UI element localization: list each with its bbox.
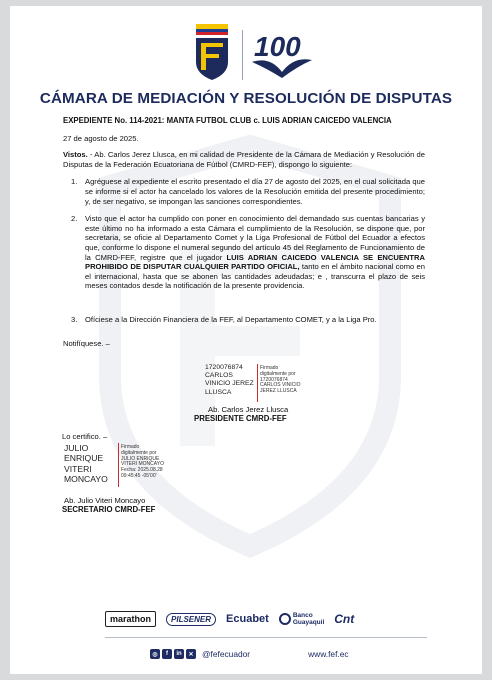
document-body: [63, 116, 425, 348]
document-date: 27 de agosto de 2025.: [63, 133, 139, 143]
notifiquese-line: Notifíquese. –: [63, 338, 110, 348]
dispositions-list: [63, 177, 425, 324]
vistos-label: Vistos.: [63, 150, 88, 160]
signature-name-line: VITERI: [64, 463, 92, 474]
signature-name-line: CARLOS: [205, 372, 233, 380]
linkedin-icon[interactable]: in: [174, 649, 184, 659]
social-handle[interactable]: @fefecuador: [202, 649, 251, 659]
list-item-text: [85, 214, 425, 291]
header: [10, 24, 482, 86]
sponsor-pilsener-logo: PILSENER: [166, 613, 216, 626]
signature-name-line: LLUSCA: [205, 388, 232, 396]
vistos-text: - Ab. Carlos Jerez Llusca, en mi calidad de Presidente de la Cámara de Mediación y Resolución de Disputas de la Federación Ecuatoriana de Fútbol (CMRD-FEF), dispongo lo siguiente:: [63, 150, 425, 169]
signature-name-line: VINICIO JEREZ: [205, 380, 254, 388]
signature-name-line: JULIO: [64, 443, 89, 453]
president-name: Ab. Carlos Jerez Llusca: [208, 405, 289, 414]
list-item-number: 3.: [71, 314, 78, 324]
signature-detail-line: 1720076874: [260, 376, 288, 383]
signature-details: [260, 366, 301, 395]
bank-logo-icon: [279, 613, 291, 625]
signature-detail-line: Firmado: [121, 444, 140, 450]
list-item-text-part: Visto que el actor ha cumplido con poner en conocimiento del demandado sus cuentas bancarias y este último no ha informado a esta Cámara el cumplimiento de la Resolución, se dispone que, por secretaria, se oficie al Departamento Comet y la Liga Profesional de Fútbol del Ecuador a efectos que, conforme lo dispone el numeral segundo del artículo 45 del Reglamento de Funcionamiento de la CMRD-FEF, registre que el jugador: [85, 214, 425, 262]
signature-detail-line: digitalmente por: [121, 449, 157, 456]
list-item: [71, 214, 425, 291]
social-icons: [150, 649, 196, 659]
secretary-digital-signature: [64, 443, 204, 485]
sponsor-banco-guayaquil-logo: [279, 612, 324, 626]
list-item-text: Agréguese al expediente el escrito presentado el día 27 de agosto del 2025, en el cual solicitada que se informe si el actor ha cancelado los valores de la Resolución emitida del presente procedimiento; y, de ser negativo, se impongan las sanciones correspondientes.: [85, 177, 425, 206]
signature-detail-line: 09:45:45 -05'00': [121, 472, 157, 479]
list-item: [71, 315, 425, 325]
page-title: CÁMARA DE MEDIACIÓN Y RESOLUCIÓN DE DISPUTAS: [39, 90, 453, 107]
centenary-number: 100: [254, 31, 301, 62]
signature-name-line: MONCAYO: [64, 474, 108, 485]
bank-name: [293, 612, 324, 626]
x-icon[interactable]: ✕: [186, 649, 196, 659]
list-item-text: Ofíciese a la Dirección Financiera de la FEF, al Departamento COMET, y a la Liga Pro.: [85, 314, 377, 324]
sponsor-bar: [105, 608, 405, 630]
header-divider: [242, 30, 243, 80]
fef-crest-icon: [190, 24, 234, 82]
facebook-icon[interactable]: f: [162, 649, 172, 659]
signature-divider: [257, 364, 258, 402]
expediente-line: EXPEDIENTE No. 114-2021: MANTA FUTBOL CLUB c. LUIS ADRIAN CAICEDO VALENCIA: [63, 116, 392, 125]
certifico-line: Lo certifico. –: [62, 432, 108, 441]
document-page: [10, 6, 482, 674]
signature-divider: [118, 443, 119, 487]
signature-name-line: ENRIQUE: [64, 453, 104, 464]
sponsor-marathon-logo: marathon: [105, 611, 156, 627]
sponsor-cnt-logo: Cnt: [334, 612, 355, 626]
signature-detail-line: digitalmente por: [260, 370, 296, 377]
bank-name-line: Guayaquil: [292, 619, 325, 626]
sponsor-ecuabet-logo: Ecuabet: [226, 613, 269, 625]
signature-detail-line: JEREZ LLUSCA: [260, 388, 297, 395]
signature-detail-line: VITERI MONCAYO: [121, 461, 164, 468]
president-role: PRESIDENTE CMRD-FEF: [194, 414, 287, 423]
list-item-number: 1.: [71, 177, 78, 187]
footer: [150, 646, 460, 662]
centenary-logo-icon: [250, 26, 314, 82]
vistos-paragraph: [63, 150, 425, 169]
list-item-number: 2.: [71, 214, 78, 224]
bank-name-line: Banco: [292, 612, 313, 619]
list-item: [71, 177, 425, 206]
signature-detail-line: Fecha: 2025.08.28: [121, 467, 163, 474]
signature-detail-line: JULIO ENRIQUE: [121, 455, 160, 462]
signature-details: [121, 445, 164, 480]
footer-rule: [105, 637, 427, 638]
list-item-text-part: tanto en el ámbito nacional como en el internacional, hasta que se abonen las cantidades adeudadas; e , transcurra el plazo de seis meses contados desde la notificación de la presente providencia.: [85, 262, 425, 291]
signature-id: 1720076874: [205, 364, 243, 371]
signature-detail-line: Firmado: [260, 365, 279, 371]
president-digital-signature: [205, 364, 335, 397]
website-link[interactable]: www.fef.ec: [308, 649, 349, 659]
secretary-name: Ab. Julio Viteri Moncayo: [64, 496, 146, 505]
secretary-role: SECRETARIO CMRD-FEF: [62, 505, 156, 514]
instagram-icon[interactable]: ◎: [150, 649, 160, 659]
signature-detail-line: CARLOS VINICIO: [260, 382, 301, 389]
list-item-text-bold: LUIS ADRIAN CAICEDO VALENCIA SE ENCUENTRA PROHIBIDO DE DISPUTAR CUALQUIER PARTIDO OFICIAL,: [85, 252, 425, 272]
